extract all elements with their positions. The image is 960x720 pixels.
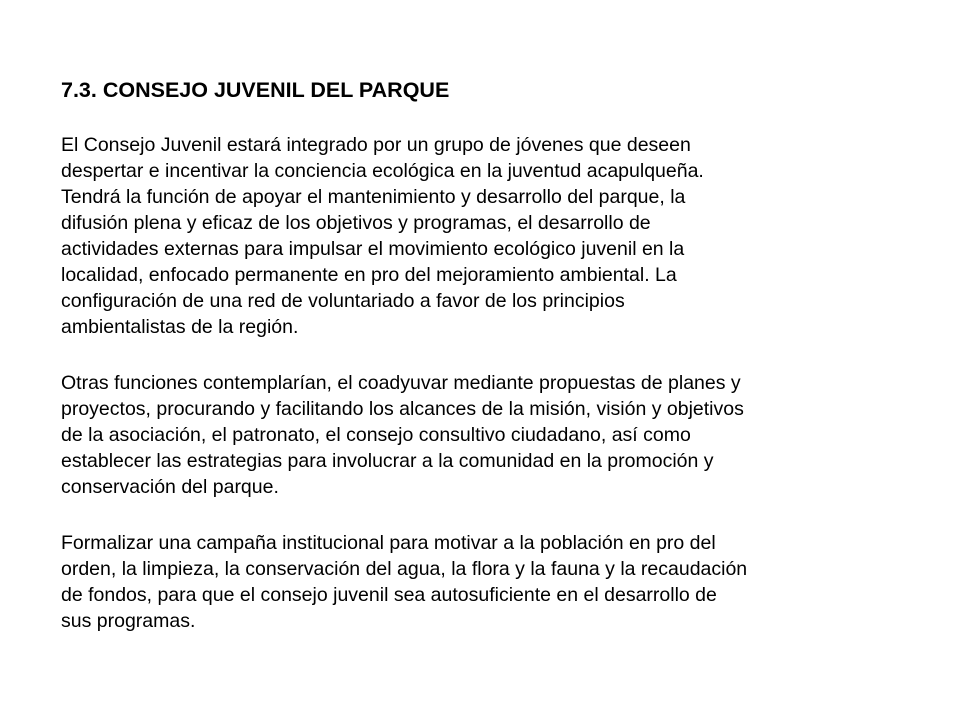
paragraph-line: sus programas. (61, 610, 196, 632)
paragraph-line: de la asociación, el patronato, el consejo consultivo ciudadano, así como (61, 424, 691, 446)
paragraph-line: actividades externas para impulsar el movimiento ecológico juvenil en la (61, 238, 685, 260)
paragraph-line: Otras funciones contemplarían, el coadyuvar mediante propuestas de planes y (61, 372, 741, 394)
section-heading: 7.3. CONSEJO JUVENIL DEL PARQUE (61, 78, 450, 102)
document-content (61, 76, 921, 664)
paragraph-line: configuración de una red de voluntariado a favor de los principios (61, 290, 625, 312)
paragraph-line: despertar e incentivar la conciencia ecológica en la juventud acapulqueña. (61, 160, 704, 182)
paragraph-line: Formalizar una campaña institucional para motivar a la población en pro del (61, 532, 716, 554)
paragraph-line: establecer las estrategias para involucrar a la comunidad en la promoción y (61, 450, 714, 472)
paragraph-line: El Consejo Juvenil estará integrado por un grupo de jóvenes que deseen (61, 134, 691, 156)
paragraph-1 (61, 132, 921, 340)
paragraph-line: conservación del parque. (61, 476, 279, 498)
paragraph-line: orden, la limpieza, la conservación del agua, la flora y la fauna y la recaudación (61, 558, 748, 580)
paragraph-line: proyectos, procurando y facilitando los alcances de la misión, visión y objetivos (61, 398, 744, 420)
paragraph-line: de fondos, para que el consejo juvenil sea autosuficiente en el desarrollo de (61, 584, 717, 606)
paragraph-2 (61, 370, 921, 500)
paragraph-line: localidad, enfocado permanente en pro del mejoramiento ambiental. La (61, 264, 677, 286)
paragraph-3 (61, 530, 921, 634)
paragraph-line: difusión plena y eficaz de los objetivos y programas, el desarrollo de (61, 212, 651, 234)
paragraph-line: ambientalistas de la región. (61, 316, 299, 338)
paragraph-line: Tendrá la función de apoyar el mantenimiento y desarrollo del parque, la (61, 186, 686, 208)
